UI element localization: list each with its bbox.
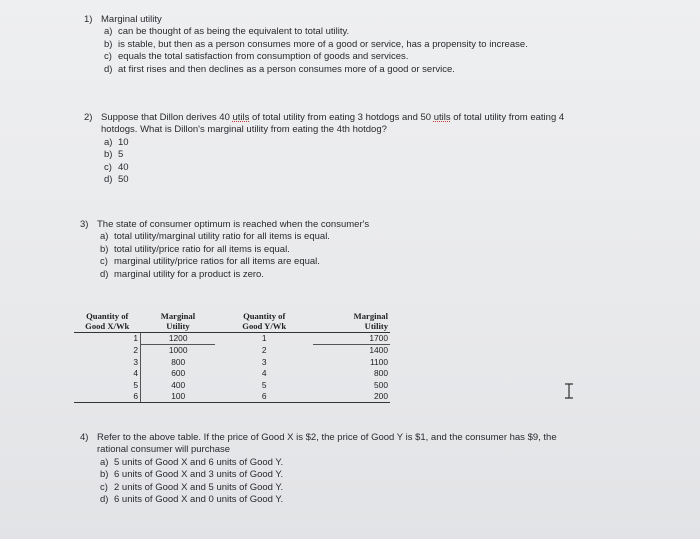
- option-c: c) marginal utility/price ratios for all items are equal.: [100, 256, 320, 268]
- question-stem: Suppose that Dillon derives 40 utils of total utility from eating 3 hotdogs and 50 utils of total utility from eating 4 hotdogs. What is Dillon's marginal utility from eating the 4th hotdog?: [101, 112, 565, 136]
- table-row: 4 600 4 800: [74, 368, 390, 379]
- table-row: 1 1200 1 1700: [74, 333, 390, 345]
- table-row: 6 100 6 200: [74, 391, 390, 403]
- question-stem: Refer to the above table. If the price of Good X is $2, the price of Good Y is $1, and the consumer has $9, the rational consumer will purchase: [97, 432, 557, 456]
- option-b: b) 6 units of Good X and 3 units of Good Y.: [100, 469, 284, 481]
- table-row: 3 800 3 1100: [74, 357, 390, 368]
- question-2: [84, 112, 584, 186]
- option-a: a) can be thought of as being the equivalent to total utility.: [104, 26, 350, 38]
- option-b: b) 5: [104, 149, 124, 161]
- question-number: 2): [84, 112, 93, 123]
- option-d: d) 50: [104, 174, 129, 186]
- question-4: [80, 432, 580, 506]
- option-d: d) at first rises and then declines as a person consumes more of a good or service.: [104, 63, 455, 75]
- header-marginal-utility-y: Marginal Utility: [313, 312, 390, 333]
- question-stem: The state of consumer optimum is reached when the consumer's: [97, 219, 370, 230]
- option-b: b) is stable, but then as a person consumes more of a good or service, has a propensity to increase.: [104, 38, 528, 50]
- option-c: c) equals the total satisfaction from consumption of goods and services.: [104, 51, 409, 63]
- i-beam-cursor-icon: [564, 383, 574, 399]
- header-quantity-y: Quantity of Good Y/Wk: [215, 312, 313, 333]
- question-number: 4): [80, 432, 89, 443]
- utility-table: [74, 312, 390, 403]
- option-c: c) 2 units of Good X and 5 units of Good Y.: [100, 481, 284, 493]
- header-marginal-utility-x: Marginal Utility: [141, 312, 216, 333]
- option-a: a) 10: [104, 136, 129, 148]
- table-header-row: [74, 312, 390, 333]
- option-b: b) total utility/price ratio for all items is equal.: [100, 243, 290, 255]
- option-a: a) 5 units of Good X and 6 units of Good Y.: [100, 456, 284, 468]
- question-3: [80, 219, 600, 281]
- question-1: [84, 14, 644, 76]
- question-number: 3): [80, 219, 89, 230]
- option-d: d) marginal utility for a product is zero.: [100, 268, 264, 280]
- table-row: 5 400 5 500: [74, 380, 390, 391]
- question-number: 1): [84, 14, 93, 25]
- header-quantity-x: Quantity of Good X/Wk: [74, 312, 141, 333]
- option-d: d) 6 units of Good X and 0 units of Good Y.: [100, 494, 284, 506]
- table-row: 2 1000 2 1400: [74, 345, 390, 357]
- option-c: c) 40: [104, 161, 129, 173]
- question-stem: Marginal utility: [101, 14, 162, 25]
- option-a: a) total utility/marginal utility ratio for all items is equal.: [100, 231, 330, 243]
